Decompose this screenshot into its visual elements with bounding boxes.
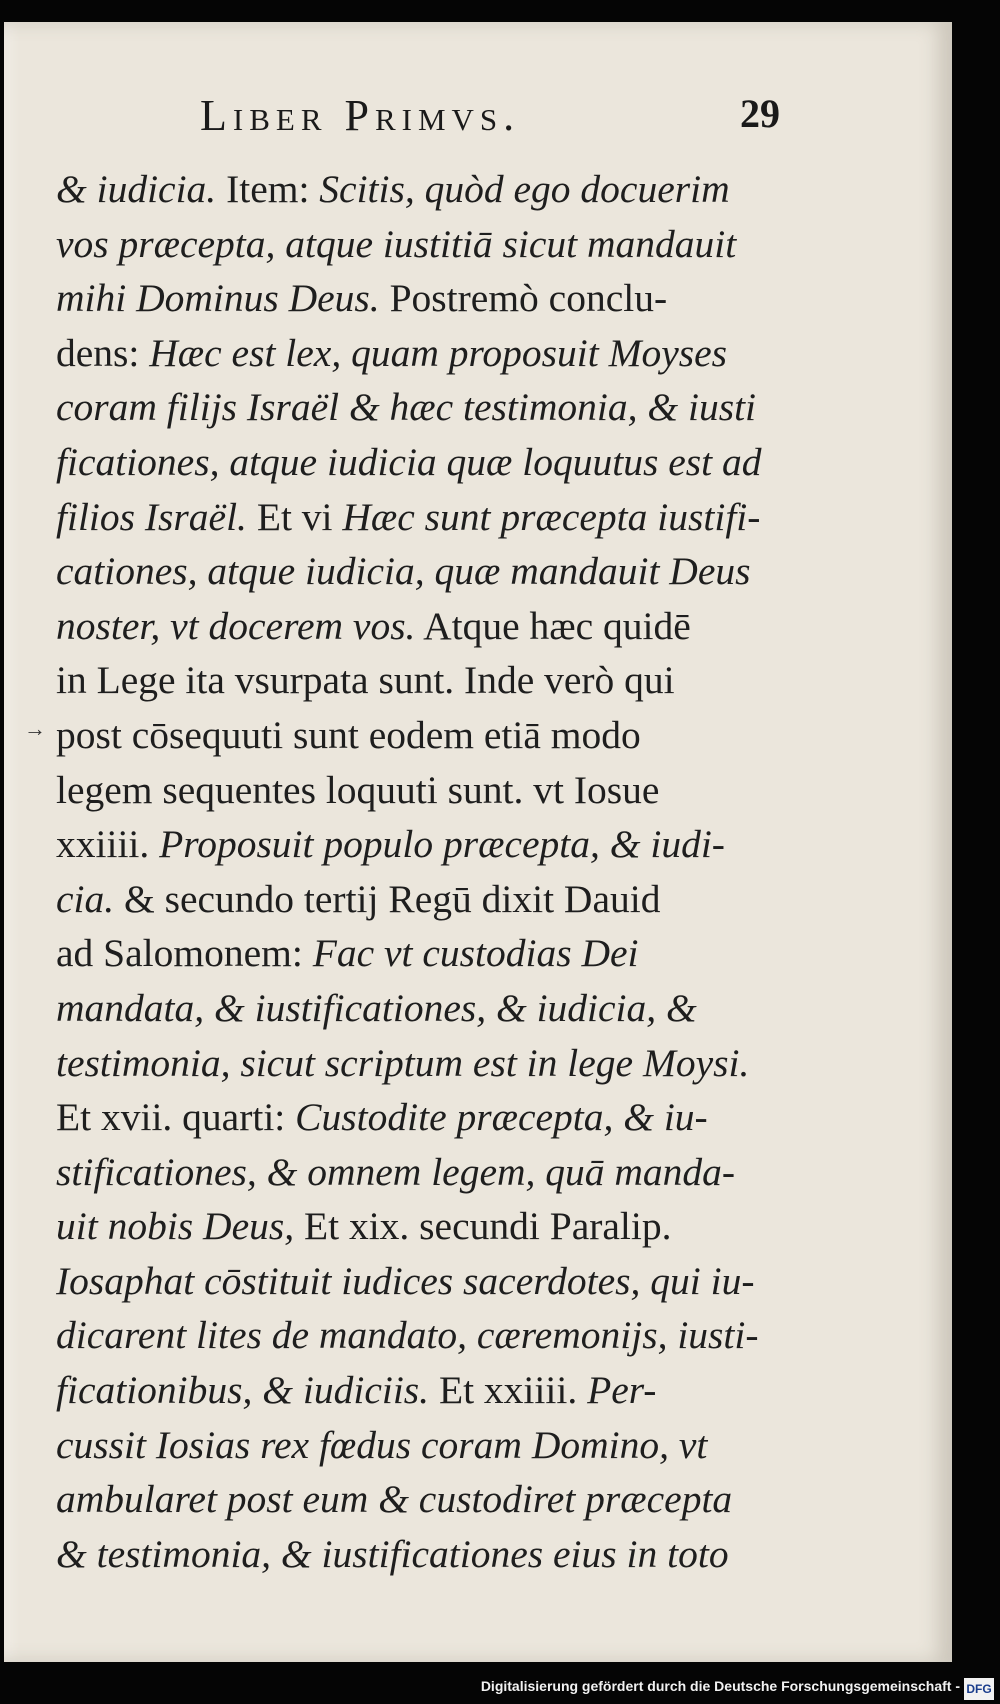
italic-segment: Hæc sunt præcepta iustifi- — [342, 494, 761, 539]
italic-segment: noster, vt docerem vos. — [56, 603, 416, 648]
text-line — [56, 653, 772, 708]
text-line — [56, 1472, 772, 1527]
text-line — [56, 599, 772, 654]
margin-mark: → — [24, 716, 46, 741]
italic-segment: stificationes, & omnem legem, quā manda- — [56, 1149, 736, 1194]
credit-bar — [0, 1676, 1000, 1704]
text-line — [56, 872, 772, 927]
italic-segment: Proposuit populo præcepta, & iudi- — [159, 822, 725, 867]
roman-segment: Et xxiiii. — [429, 1368, 588, 1413]
italic-segment: coram filijs Israël & hæc testimonia, & iusti — [56, 385, 757, 430]
text-line — [56, 817, 772, 872]
text-line — [56, 326, 772, 381]
running-head: Liber Primvs. — [200, 91, 521, 140]
italic-segment: filios Israël. — [56, 494, 247, 539]
italic-segment: Fac vt custodias Dei — [312, 931, 639, 976]
italic-segment: uit nobis Deus, — [56, 1204, 295, 1249]
roman-segment: Item: — [216, 167, 320, 211]
text-line — [56, 217, 772, 272]
italic-segment: cationes, atque iudicia, quæ mandauit Deus — [56, 549, 751, 594]
roman-segment: ad Salomonem: — [56, 931, 313, 976]
text-line — [56, 763, 772, 818]
text-line — [56, 708, 772, 763]
roman-segment: Et xix. secundi Paralip. — [294, 1204, 672, 1249]
text-line — [56, 271, 772, 326]
italic-segment: cia. — [56, 876, 115, 921]
italic-segment: mandata, & iustificationes, & iudicia, & — [56, 985, 697, 1030]
italic-segment: & testimonia, & iustificationes eius in toto — [56, 1531, 729, 1576]
roman-segment: xxiiii. — [56, 822, 160, 867]
text-line — [56, 1308, 772, 1363]
text-line — [56, 981, 772, 1036]
text-line — [56, 435, 772, 490]
roman-segment: post cōsequuti sunt eodem etiā modo — [56, 712, 641, 757]
italic-segment: ficationibus, & iudiciis. — [56, 1368, 430, 1413]
text-line — [56, 1145, 772, 1200]
text-line — [56, 1090, 772, 1145]
italic-segment: testimonia, sicut scriptum est in lege Moysi. — [56, 1040, 750, 1085]
page-header — [200, 90, 780, 150]
text-line — [56, 1199, 772, 1254]
italic-segment: Scitis, quòd ego docuerim — [319, 167, 730, 211]
italic-segment: Per- — [587, 1368, 657, 1413]
italic-segment: dicarent lites de mandato, cæremonijs, iusti- — [56, 1313, 759, 1358]
roman-segment: legem sequentes loquuti sunt. vt Iosue — [56, 767, 660, 812]
italic-segment: Hæc est lex, quam proposuit Moyses — [149, 330, 728, 375]
body-text — [56, 162, 772, 1581]
text-line — [56, 544, 772, 599]
roman-segment: Et vi — [246, 494, 343, 539]
roman-segment: in Lege ita vsurpata sunt. Inde verò qui — [56, 658, 675, 703]
text-line — [56, 926, 772, 981]
dfg-logo: DFG — [964, 1678, 994, 1700]
italic-segment: mihi Dominus Deus. — [56, 276, 380, 321]
italic-segment: Iosaphat cōstituit iudices sacerdotes, qui iu- — [56, 1258, 755, 1303]
text-line — [56, 1418, 772, 1473]
italic-segment: vos præcepta, atque iustitiā sicut mandauit — [56, 221, 737, 266]
text-line — [56, 490, 772, 545]
digitization-credit: Digitalisierung gefördert durch die Deutsche Forschungsgemeinschaft - — [480, 1678, 960, 1694]
italic-segment: cussit Iosias rex fœdus coram Domino, vt — [56, 1422, 708, 1467]
italic-segment: Custodite præcepta, & iu- — [295, 1095, 708, 1140]
roman-segment: Et xvii. quarti: — [56, 1095, 296, 1140]
italic-segment: & iudicia. — [56, 167, 217, 211]
roman-segment: & secundo tertij Regū dixit Dauid — [114, 876, 661, 921]
book-page — [4, 22, 952, 1662]
text-line — [56, 1527, 772, 1582]
italic-segment: ficationes, atque iudicia quæ loquutus est ad — [56, 439, 762, 484]
text-line — [56, 1363, 772, 1418]
roman-segment: dens: — [56, 330, 150, 375]
roman-segment: Postremò conclu- — [379, 276, 668, 321]
text-line — [56, 1254, 772, 1309]
roman-segment: Atque hæc quidē — [415, 603, 691, 648]
text-line — [56, 162, 772, 217]
page-number: 29 — [740, 91, 780, 136]
italic-segment: ambularet post eum & custodiret præcepta — [56, 1477, 733, 1522]
text-line — [56, 1036, 772, 1091]
text-line — [56, 380, 772, 435]
